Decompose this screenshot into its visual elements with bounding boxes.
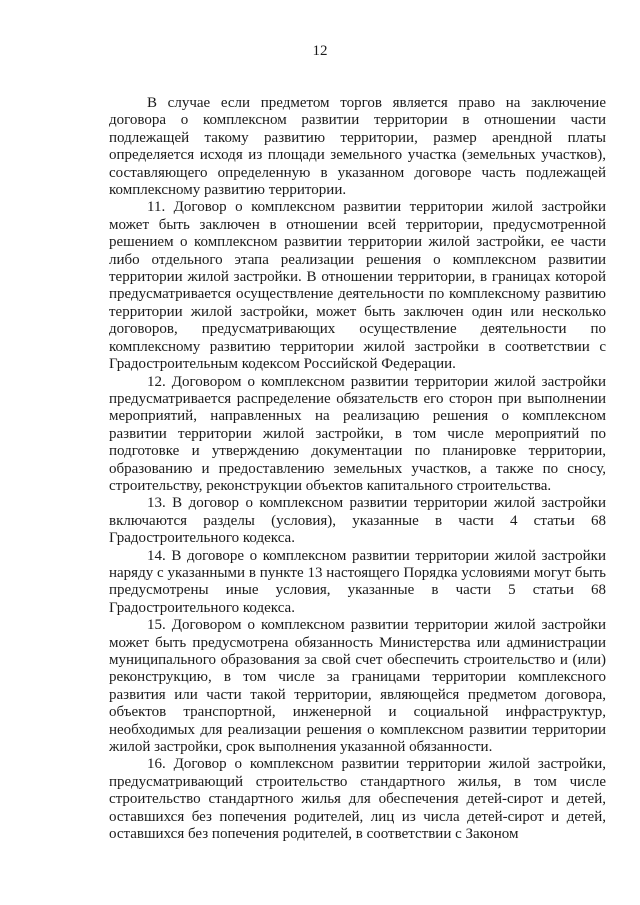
paragraph-13: 13. В договор о комплексном развитии территории жилой застройки включаются разделы (условия), указанные в части 4 статьи 68 Градостроительного кодекса. xyxy=(109,495,606,547)
paragraph-16: 16. Договор о комплексном развитии территории жилой застройки, предусматривающий строительство стандартного жилья, в том числе строительство стандартного жилья для обеспечения детей-сирот и детей, оставшихся без попечения родителей, лиц из числа детей-сирот и детей, оставшихся без попечения родителей, в соответствии с Законом xyxy=(109,756,606,843)
paragraph-14: 14. В договоре о комплексном развитии территории жилой застройки наряду с указанными в пункте 13 настоящего Порядка условиями могут быть предусмотрены иные условия, указанные в части 5 статьи 68 Градостроительного кодекса. xyxy=(109,547,606,616)
paragraph-12: 12. Договором о комплексном развитии территории жилой застройки предусматривается распределение обязательств его сторон при выполнении мероприятий, направленных на реализацию решения о комплексном развитии территории жилой застройки, в том числе мероприятий по подготовке и утверждению документации по планировке территории, образованию и предоставлению земельных участков, а также по сносу, строительству, реконструкции объектов капитального строительства. xyxy=(109,373,606,494)
paragraph-15: 15. Договором о комплексном развитии территории жилой застройки может быть предусмотрена обязанность Министерства или администрации муниципального образования за свой счет обеспечить строительство и (или) реконструкцию, в том числе за границами территории комплексного развития или части такой территории, являющейся предметом договора, объектов транспортной, инженерной и социальной инфраструктур, необходимых для реализации решения о комплексном развитии территории жилой застройки, срок выполнения указанной обязанности. xyxy=(109,617,606,756)
document-body xyxy=(109,95,606,843)
page-number: 12 xyxy=(312,43,328,59)
paragraph-tender-rent: В случае если предметом торгов является право на заключение договора о комплексном развитии территории в отношении части подлежащей такому развитию территории, размер арендной платы определяется исходя из площади земельного участка (земельных участков), составляющего определенную в указанном договоре часть подлежащей комплексному развитию территории. xyxy=(109,95,606,199)
paragraph-11: 11. Договор о комплексном развитии территории жилой застройки может быть заключен в отношении всей территории, предусмотренной решением о комплексном развитии территории жилой застройки, ее части либо отдельного этапа реализации решения о комплексном развитии территории жилой застройки. В отношении территории, в границах которой предусматривается осуществление деятельности по комплексному развитию территории жилой застройки, может быть заключен один или несколько договоров, предусматривающих осуществление деятельности по комплексному развитию территории жилой застройки в соответствии с Градостроительным кодексом Российской Федерации. xyxy=(109,199,606,373)
